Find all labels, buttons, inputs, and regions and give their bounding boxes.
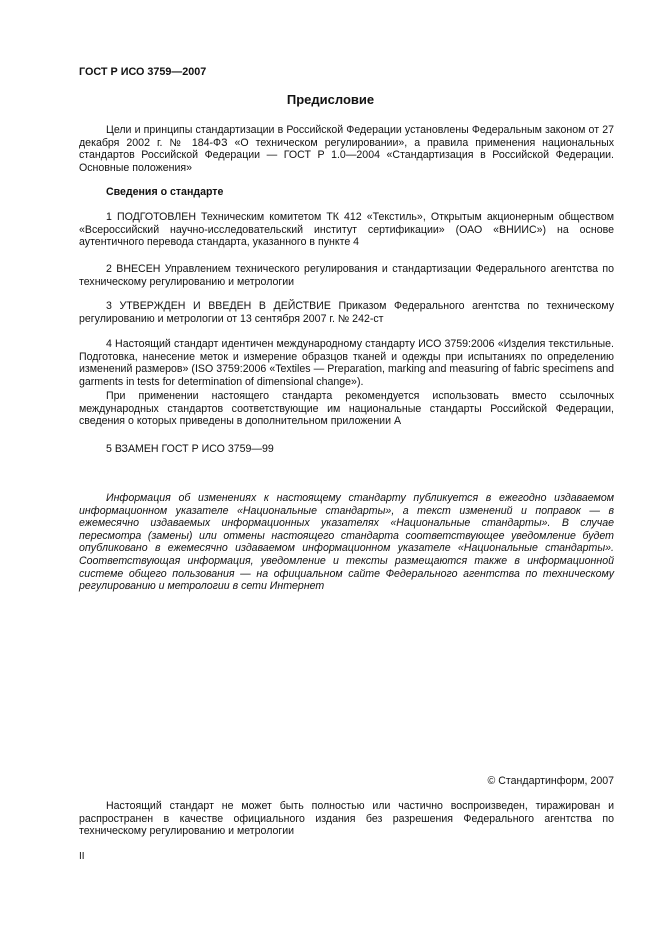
item-1: 1 ПОДГОТОВЛЕН Техническим комитетом ТК 412 «Текстиль», Открытым акционерным обществом «Всероссийский научно-исследовательский институт сертификации» (ОАО «ВНИИС») на основе аутентичного перевода стандарта, указанного в пункте 4	[79, 211, 614, 249]
page-number: II	[79, 851, 85, 862]
item-4: 4 Настоящий стандарт идентичен международному стандарту ИСО 3759:2006 «Изделия текстильные. Подготовка, нанесение меток и измерение образцов тканей и одежды при испытаниях по определению изменений размеров» (ISO 3759:2006 «Textiles — Preparation, marking and measuring of fabric specimens and garments in tests for determination of dimensional change»).	[79, 338, 614, 388]
item-4-note: При применении настоящего стандарта рекомендуется использовать вместо ссылочных международных стандартов соответствующие им национальные стандарты Российской Федерации, сведения о которых приведены в дополнительном приложении А	[79, 390, 614, 428]
document-header: ГОСТ Р ИСО 3759—2007	[79, 66, 207, 78]
item-2: 2 ВНЕСЕН Управлением технического регулирования и стандартизации Федерального агентства по техническому регулированию и метрологии	[79, 263, 614, 288]
intro-paragraph: Цели и принципы стандартизации в Российской Федерации установлены Федеральным законом от 27 декабря 2002 г. № 184-ФЗ «О техническом регулировании», а правила применения национальных стандартов Российской Федерации — ГОСТ Р 1.0—2004 «Стандартизация в Российской Федерации. Основные положения»	[79, 124, 614, 174]
info-heading: Сведения о стандарте	[106, 186, 224, 198]
page-title: Предисловие	[286, 92, 375, 107]
item-5: 5 ВЗАМЕН ГОСТ Р ИСО 3759—99	[106, 443, 274, 455]
notice-paragraph: Информация об изменениях к настоящему стандарту публикуется в ежегодно издаваемом информационном указателе «Национальные стандарты», а текст изменений и поправок — в ежемесячно издаваемых информационных указателях «Национальные стандарты». В случае пересмотра (замены) или отмены настоящего стандарта соответствующее уведомление будет опубликовано в ежемесячно издаваемом информационном указателе «Национальные стандарты». Соответствующая информация, уведомление и тексты размещаются также в информационной системе общего пользования — на официальном сайте Федерального агентства по техническому регулированию и метрологии в сети Интернет	[79, 492, 614, 593]
copyright: © Стандартинформ, 2007	[487, 775, 614, 787]
item-3: 3 УТВЕРЖДЕН И ВВЕДЕН В ДЕЙСТВИЕ Приказом Федерального агентства по техническому регулированию и метрологии от 13 сентября 2007 г. № 242-ст	[79, 300, 614, 325]
rights-paragraph: Настоящий стандарт не может быть полностью или частично воспроизведен, тиражирован и распространен в качестве официального издания без разрешения Федерального агентства по техническому регулированию и метрологии	[79, 800, 614, 838]
